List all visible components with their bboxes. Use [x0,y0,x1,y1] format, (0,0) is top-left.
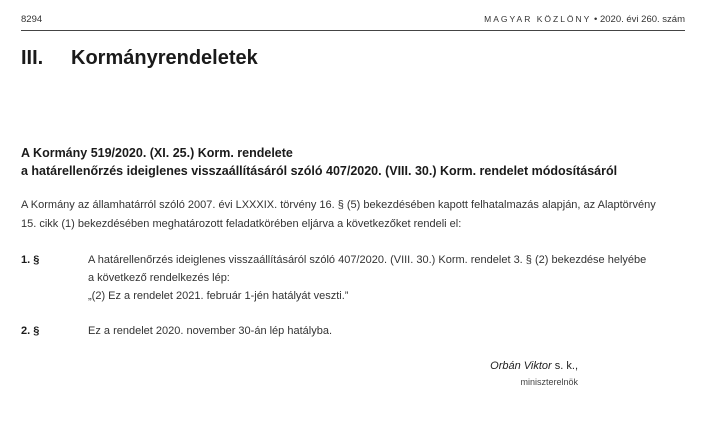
signer-role: miniszterelnök [520,377,578,387]
signature-name: Orbán Viktor [490,360,552,372]
section-1-label: 1. § [21,254,40,266]
signature [490,360,578,372]
preamble-line-1: A Kormány az államhatárról szóló 2007. évi LXXXIX. törvény 16. § (5) bekezdésében kapott felhatalmazás alapján, az Alaptörvény [21,199,656,211]
issue-number: 2020. évi 260. szám [599,14,685,25]
page-number: 8294 [21,14,43,25]
section-title: Kormányrendeletek [71,47,258,69]
publication-name: MAGYAR KÖZLÖNY [484,14,592,24]
preamble-line-2: 15. cikk (1) bekezdésében meghatározott feladatkörében eljárva a következőket rendeli el: [21,218,462,230]
signature-suffix: s. k., [551,360,578,372]
header-separator: • [594,14,598,25]
section-1-line-2: a következő rendelkezés lép: [88,272,230,284]
section-1-line-1: A határellenőrzés ideiglenes visszaállításáról szóló 407/2020. (VIII. 30.) Korm. rendelet 3. § (2) bekezdése helyébe [88,254,647,266]
section-2-label: 2. § [21,325,40,337]
section-2-line-1: Ez a rendelet 2020. november 30-án lép hatályba. [88,325,332,337]
decree-title-line-2: a határellenőrzés ideiglenes visszaállításáról szóló 407/2020. (VIII. 30.) Korm. rendelet módosításáról [21,164,618,178]
section-1-line-3: „(2) Ez a rendelet 2021. február 1-jén hatályát veszti.” [88,290,349,302]
running-header [484,14,685,25]
decree-title-line-1: A Kormány 519/2020. (XI. 25.) Korm. rendelete [21,146,293,160]
section-number: III. [21,47,44,69]
header-rule [21,30,685,31]
